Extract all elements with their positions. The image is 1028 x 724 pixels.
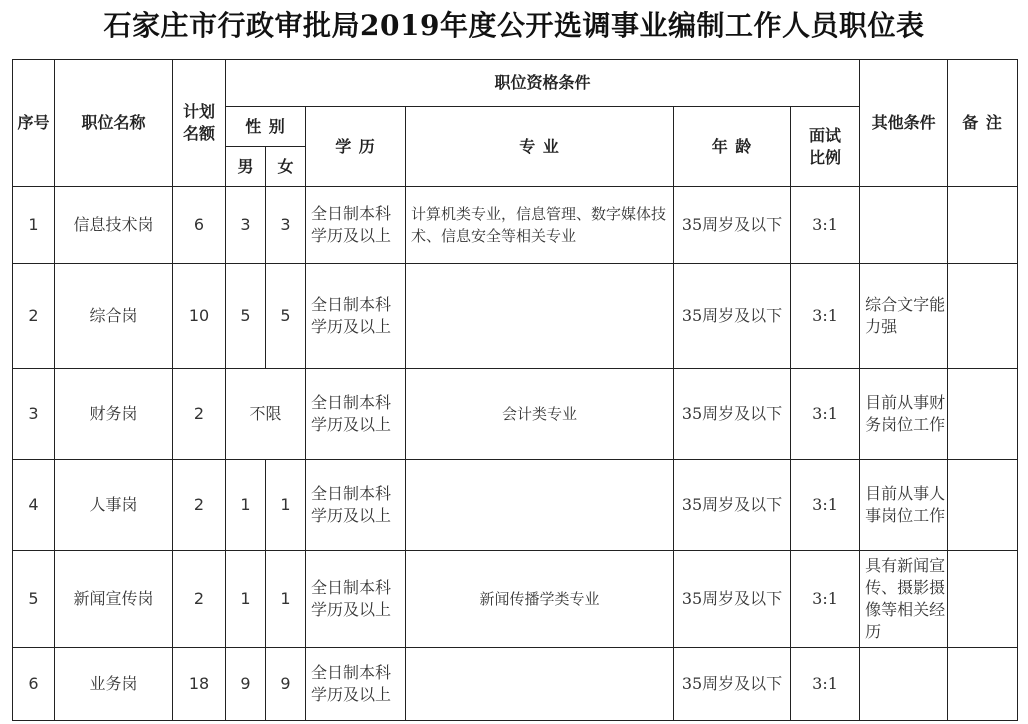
row-seq: 1 xyxy=(13,187,55,264)
row-education: 全日制本科学历及以上 xyxy=(306,551,406,648)
header-male: 男 xyxy=(226,147,266,187)
header-major: 专 业 xyxy=(406,107,674,187)
row-quota: 2 xyxy=(173,369,226,460)
table-row xyxy=(13,648,1018,721)
row-position: 信息技术岗 xyxy=(55,187,173,264)
row-remark xyxy=(948,551,1018,648)
row-position: 财务岗 xyxy=(55,369,173,460)
header-female: 女 xyxy=(266,147,306,187)
row-quota: 10 xyxy=(173,264,226,369)
row-female: 1 xyxy=(266,460,306,551)
row-ratio: 3:1 xyxy=(791,369,860,460)
row-position: 人事岗 xyxy=(55,460,173,551)
header-qualifications: 职位资格条件 xyxy=(226,60,860,107)
row-remark xyxy=(948,460,1018,551)
row-quota: 6 xyxy=(173,187,226,264)
row-position: 综合岗 xyxy=(55,264,173,369)
header-other: 其他条件 xyxy=(860,60,948,187)
header-gender: 性 别 xyxy=(226,107,306,147)
row-male: 9 xyxy=(226,648,266,721)
row-ratio: 3:1 xyxy=(791,551,860,648)
row-age: 35周岁及以下 xyxy=(674,460,791,551)
row-position: 业务岗 xyxy=(55,648,173,721)
row-male: 1 xyxy=(226,551,266,648)
row-gender-any: 不限 xyxy=(226,369,306,460)
header-age: 年 龄 xyxy=(674,107,791,187)
header-seq: 序号 xyxy=(13,60,55,187)
row-age: 35周岁及以下 xyxy=(674,187,791,264)
row-seq: 4 xyxy=(13,460,55,551)
row-male: 5 xyxy=(226,264,266,369)
row-ratio: 3:1 xyxy=(791,264,860,369)
row-education: 全日制本科学历及以上 xyxy=(306,648,406,721)
row-age: 35周岁及以下 xyxy=(674,264,791,369)
row-position: 新闻宣传岗 xyxy=(55,551,173,648)
row-remark xyxy=(948,369,1018,460)
row-education: 全日制本科学历及以上 xyxy=(306,187,406,264)
row-female: 1 xyxy=(266,551,306,648)
position-table xyxy=(12,59,1018,721)
row-age: 35周岁及以下 xyxy=(674,369,791,460)
row-female: 9 xyxy=(266,648,306,721)
row-other xyxy=(860,187,948,264)
table-row xyxy=(13,551,1018,648)
header-position: 职位名称 xyxy=(55,60,173,187)
row-education: 全日制本科学历及以上 xyxy=(306,460,406,551)
row-remark xyxy=(948,264,1018,369)
row-seq: 2 xyxy=(13,264,55,369)
row-seq: 3 xyxy=(13,369,55,460)
header-education: 学 历 xyxy=(306,107,406,187)
row-quota: 18 xyxy=(173,648,226,721)
row-education: 全日制本科学历及以上 xyxy=(306,369,406,460)
row-age: 35周岁及以下 xyxy=(674,648,791,721)
header-quota: 计划名额 xyxy=(173,60,226,187)
row-major: 会计类专业 xyxy=(406,369,674,460)
row-seq: 5 xyxy=(13,551,55,648)
table-row xyxy=(13,369,1018,460)
row-female: 3 xyxy=(266,187,306,264)
header-interview-ratio: 面试比例 xyxy=(791,107,860,187)
row-ratio: 3:1 xyxy=(791,460,860,551)
row-other: 目前从事人事岗位工作 xyxy=(860,460,948,551)
row-major: 新闻传播学类专业 xyxy=(406,551,674,648)
row-remark xyxy=(948,648,1018,721)
row-other: 具有新闻宣传、摄影摄像等相关经历 xyxy=(860,551,948,648)
row-major xyxy=(406,264,674,369)
row-male: 3 xyxy=(226,187,266,264)
row-quota: 2 xyxy=(173,551,226,648)
row-ratio: 3:1 xyxy=(791,187,860,264)
table-row xyxy=(13,187,1018,264)
header-remark: 备 注 xyxy=(948,60,1018,187)
page-title: 石家庄市行政审批局2019年度公开选调事业编制工作人员职位表 xyxy=(103,9,925,42)
row-ratio: 3:1 xyxy=(791,648,860,721)
row-quota: 2 xyxy=(173,460,226,551)
table-row xyxy=(13,264,1018,369)
table-row xyxy=(13,460,1018,551)
row-major: 计算机类专业，信息管理、数字媒体技术、信息安全等相关专业 xyxy=(406,187,674,264)
row-education: 全日制本科学历及以上 xyxy=(306,264,406,369)
row-seq: 6 xyxy=(13,648,55,721)
row-other xyxy=(860,648,948,721)
row-female: 5 xyxy=(266,264,306,369)
row-male: 1 xyxy=(226,460,266,551)
row-age: 35周岁及以下 xyxy=(674,551,791,648)
row-major xyxy=(406,648,674,721)
row-other: 综合文字能力强 xyxy=(860,264,948,369)
row-other: 目前从事财务岗位工作 xyxy=(860,369,948,460)
row-major xyxy=(406,460,674,551)
row-remark xyxy=(948,187,1018,264)
